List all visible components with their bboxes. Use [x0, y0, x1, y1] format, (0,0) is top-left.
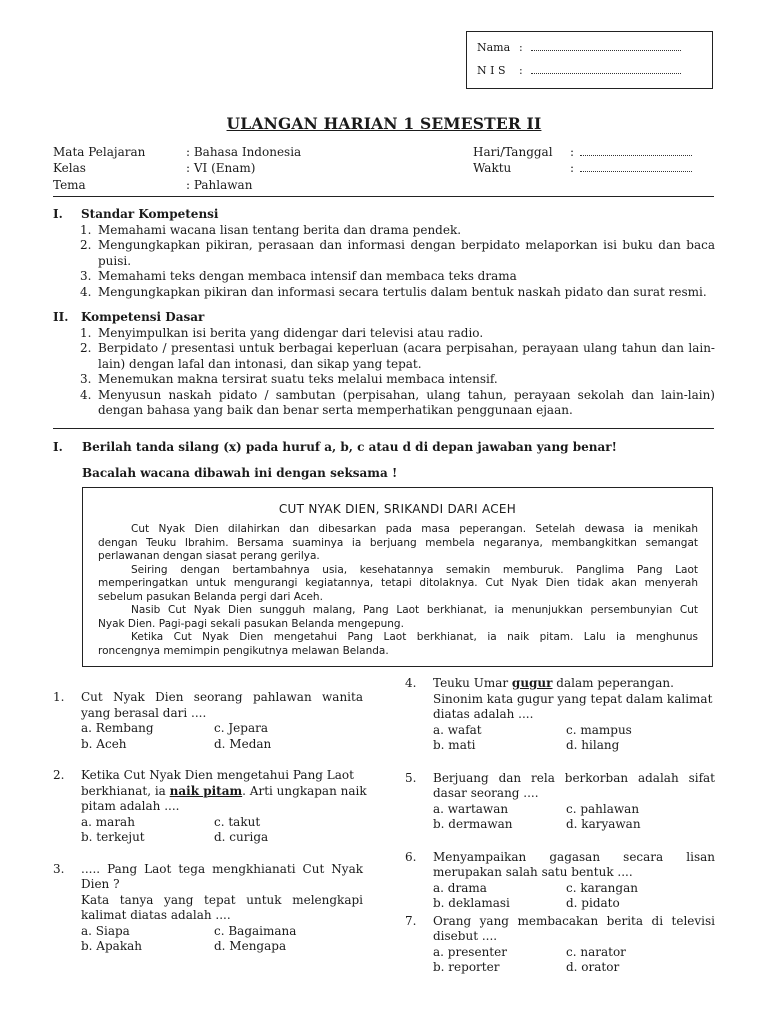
question-text: Menyampaikan gagasan secara lisan: [433, 849, 715, 864]
meta-row-theme: Tema : Pahlawan: [53, 178, 253, 192]
dasar-item-text: Menyusun naskah pidato / sambutan (perpisahan, ulang tahun, perayaan sekolah dan lain-lain): [98, 387, 715, 402]
answer-option[interactable]: d. karyawan: [566, 817, 641, 831]
dasar-item-2: [80, 341, 715, 372]
question-number: 5.: [405, 770, 417, 785]
answer-option[interactable]: a. marah: [81, 814, 135, 829]
dasar-item-text: dengan bahasa yang baik dan benar serta memperhatikan penggunaan ejaan.: [98, 403, 573, 417]
question-6: [405, 850, 715, 912]
underlined-word: naik pitam: [169, 783, 243, 798]
dasar-item-text: Menemukan makna tersirat suatu teks melalui membaca intensif.: [98, 372, 498, 386]
option-row: [81, 830, 363, 846]
answer-option[interactable]: c. takut: [214, 814, 261, 829]
dasar-item-text: lain) dengan lafal dan intonasi, dan sikap yang tepat.: [98, 356, 422, 371]
answer-option[interactable]: a. wafat: [433, 722, 482, 737]
divider-middle: [53, 428, 714, 429]
answer-option[interactable]: d. curiga: [214, 830, 269, 844]
answer-option[interactable]: a. Rembang: [81, 721, 154, 735]
answer-option[interactable]: c. mampus: [566, 722, 632, 737]
dasar-list: [80, 326, 715, 419]
meta-row-date: Hari/Tanggal :: [473, 145, 713, 161]
answer-option[interactable]: a. presenter: [433, 944, 507, 959]
option-row: [81, 939, 363, 955]
option-row: [81, 815, 363, 831]
nis-label: N I S: [477, 64, 506, 77]
name-label: Nama: [477, 41, 511, 54]
answer-option[interactable]: d. hilang: [566, 738, 620, 752]
standar-item-text: Mengungkapkan pikiran, perasaan dan informasi dengan berpidato melaporkan isi buku dan baca: [98, 238, 715, 252]
dasar-item-3: [80, 372, 715, 388]
question-number: 1.: [53, 690, 65, 704]
question-text: diatas adalah ....: [433, 707, 534, 721]
nis-row: N I S :: [477, 63, 681, 79]
divider-top: [53, 196, 714, 197]
dasar-item-number: 4.: [80, 387, 92, 402]
dasar-item-number: 3.: [80, 372, 92, 386]
standar-heading: I. Standar Kompetensi: [53, 207, 219, 221]
answer-option[interactable]: b. Apakah: [81, 939, 142, 953]
question-text: berkhianat, ia naik pitam. Arti ungkapan naik: [81, 783, 367, 798]
date-field[interactable]: [580, 146, 692, 156]
passage-line: memperingatkan untuk mengurangi kegiatannya, tetapi ditolaknya. Cut Nyak Dien tidak akan menyerah: [98, 577, 698, 589]
option-row: [433, 896, 715, 912]
passage-line: Ketika Cut Nyak Dien mengetahui Pang Laot berkhianat, ia naik pitam. Lalu ia menghunus: [131, 631, 698, 643]
standar-item-3: [80, 269, 715, 285]
answer-option[interactable]: c. karangan: [566, 880, 638, 895]
standar-item-number: 4.: [80, 284, 92, 299]
question-text: dasar seorang ....: [433, 786, 539, 800]
question-text: Kata tanya yang tepat untuk melengkapi: [81, 892, 363, 907]
answer-option[interactable]: b. dermawan: [433, 817, 513, 831]
standar-item-1: [80, 223, 715, 239]
answer-option[interactable]: b. terkejut: [81, 830, 145, 844]
question-2: [53, 768, 367, 846]
dasar-item-1: [80, 326, 715, 342]
meta-row-time: Waktu :: [473, 161, 713, 177]
question-1: [53, 690, 363, 752]
question-number: 2.: [53, 768, 65, 782]
section-instruction: I. Berilah tanda silang (x) pada huruf a, b, c atau d di depan jawaban yang benar!: [53, 440, 617, 454]
option-row: [433, 802, 715, 818]
passage-line: Seiring dengan bertambahnya usia, kesehatannya semakin memburuk. Panglima Pang Laot: [131, 563, 698, 576]
question-text: merupakan salah satu bentuk ....: [433, 865, 633, 879]
meta-row-subject: Mata Pelajaran : Bahasa Indonesia: [53, 145, 302, 159]
question-text: Cut Nyak Dien seorang pahlawan wanita: [81, 690, 363, 704]
question-3: [53, 862, 363, 955]
question-text: Sinonim kata gugur yang tepat dalam kalimat: [433, 691, 713, 706]
standar-item-number: 3.: [80, 269, 92, 283]
answer-option[interactable]: b. reporter: [433, 960, 500, 974]
answer-option[interactable]: c. Bagaimana: [214, 923, 297, 938]
answer-option[interactable]: d. orator: [566, 960, 620, 974]
option-row: [433, 817, 715, 833]
reading-passage: [82, 487, 713, 667]
question-number: 6.: [405, 849, 417, 864]
question-text: Berjuang dan rela berkorban adalah sifat: [433, 770, 715, 785]
passage-line: dengan Teuku Ibrahim. Bersama suaminya ia berjuang membela negaranya, membangkitkan semangat: [98, 536, 698, 549]
standar-item-number: 2.: [80, 238, 92, 252]
question-text: pitam adalah ....: [81, 799, 180, 813]
answer-option[interactable]: b. deklamasi: [433, 896, 510, 910]
standar-item-number: 1.: [80, 222, 92, 237]
name-field[interactable]: [531, 41, 681, 51]
question-text: yang berasal dari ....: [81, 705, 207, 720]
question-4: [405, 676, 715, 754]
question-number: 4.: [405, 676, 417, 690]
standar-item-4: [80, 285, 715, 301]
answer-option[interactable]: c. Jepara: [214, 721, 268, 735]
question-text: ..... Pang Laot tega mengkhianati Cut Nyak: [81, 861, 363, 876]
option-row: [433, 945, 715, 961]
option-row: [81, 737, 363, 753]
dasar-item-number: 1.: [80, 325, 92, 340]
option-row: [81, 721, 363, 737]
option-row: [433, 738, 715, 754]
passage-line: sebelum pasukan Belanda pergi dari Aceh.: [98, 590, 323, 603]
question-number: 3.: [53, 861, 65, 876]
answer-option[interactable]: b. mati: [433, 738, 476, 752]
passage-body: [98, 523, 698, 658]
standar-list: [80, 223, 715, 301]
kompetensi-dasar-section: [53, 310, 715, 419]
answer-option[interactable]: d. Mengapa: [214, 939, 287, 953]
nis-field[interactable]: [531, 64, 681, 74]
answer-option[interactable]: b. Aceh: [81, 736, 127, 751]
standar-kompetensi-section: [53, 207, 715, 300]
dasar-item-text: Berpidato / presentasi untuk berbagai keperluan (acara perpisahan, perayaan ulang tahun dan lain-: [98, 341, 715, 355]
meta-row-class: Kelas : VI (Enam): [53, 160, 256, 175]
standar-item-text: Memahami wacana lisan tentang berita dan drama pendek.: [98, 222, 462, 237]
passage-line: Nasib Cut Nyak Dien sungguh malang, Pang Laot berkhianat, ia menunjukkan persembunyian Cut: [131, 604, 698, 616]
time-field[interactable]: [580, 162, 692, 172]
passage-line: Nyak Dien. Pagi-pagi sekali pasukan Belanda mengepung.: [98, 617, 404, 630]
passage-line: Cut Nyak Dien dilahirkan dan dibesarkan pada masa peperangan. Setelah dewasa ia menikah: [131, 523, 698, 535]
answer-option[interactable]: a. wartawan: [433, 801, 509, 816]
question-text: Teuku Umar gugur dalam peperangan.: [433, 676, 674, 690]
option-row: [433, 723, 715, 739]
dasar-heading: II. Kompetensi Dasar: [53, 310, 205, 324]
question-text: Ketika Cut Nyak Dien mengetahui Pang Laot: [81, 768, 354, 782]
question-text: Dien ?: [81, 877, 120, 891]
answer-option[interactable]: a. Siapa: [81, 923, 130, 938]
standar-item-text: puisi.: [98, 253, 132, 268]
questions-left-column: [53, 690, 367, 955]
meta-right: [473, 145, 713, 176]
read-instruction: Bacalah wacana dibawah ini dengan seksama !: [82, 466, 398, 480]
standar-item-2: [80, 238, 715, 269]
option-row: [81, 924, 363, 940]
question-text: Orang yang membacakan berita di televisi: [433, 913, 715, 928]
question-number: 7.: [405, 913, 417, 928]
questions-right-column: [405, 676, 715, 976]
answer-option[interactable]: d. pidato: [566, 896, 620, 910]
option-row: [433, 960, 715, 976]
question-5: [405, 771, 715, 833]
dasar-item-number: 2.: [80, 341, 92, 355]
answer-option[interactable]: a. drama: [433, 880, 487, 895]
question-text: disebut ....: [433, 929, 498, 943]
standar-item-text: Memahami teks dengan membaca intensif dan membaca teks drama: [98, 269, 517, 283]
question-7: [405, 914, 715, 976]
passage-line: roncengnya memimpin pengikutnya melawan Belanda.: [98, 644, 389, 657]
dasar-item-4: [80, 388, 715, 419]
underlined-word: gugur: [511, 676, 553, 690]
answer-option[interactable]: c. narator: [566, 944, 626, 959]
question-text: kalimat diatas adalah ....: [81, 908, 231, 922]
page-title: ULANGAN HARIAN 1 SEMESTER II: [226, 114, 542, 133]
dasar-item-text: Menyimpulkan isi berita yang didengar dari televisi atau radio.: [98, 325, 484, 340]
passage-title: CUT NYAK DIEN, SRIKANDI DARI ACEH: [278, 502, 517, 516]
option-row: [433, 881, 715, 897]
answer-option[interactable]: d. Medan: [214, 736, 272, 751]
standar-item-text: Mengungkapkan pikiran dan informasi secara tertulis dalam bentuk naskah pidato dan surat resmi.: [98, 284, 707, 299]
name-row: Nama :: [477, 40, 681, 56]
answer-option[interactable]: c. pahlawan: [566, 801, 640, 816]
passage-line: perlawanan dengan siasat perang gerilya.: [98, 550, 320, 562]
meta-left: [53, 145, 373, 194]
student-id-box: [466, 31, 713, 89]
